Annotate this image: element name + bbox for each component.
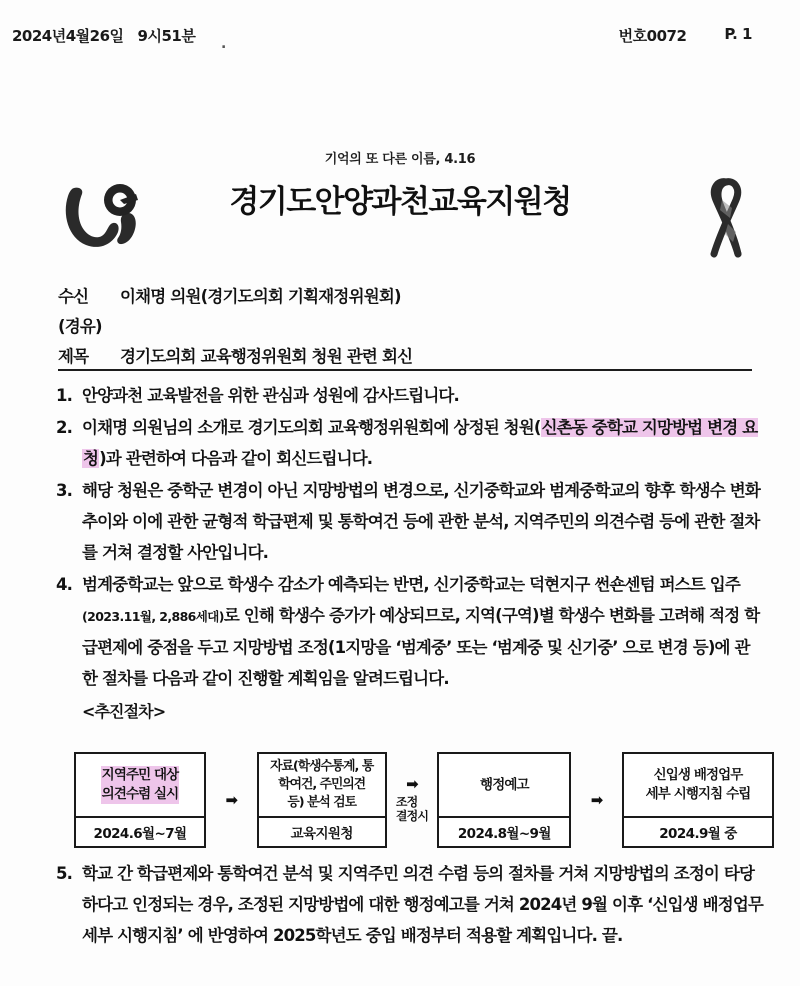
subject-value: 경기도의회 교육행정위원회 청원 관련 회신: [120, 347, 413, 366]
text-run: )과 관련하여 다음과 같이 회신드립니다.: [99, 449, 373, 468]
item-text: 학교 간 학급편제와 통학여건 분석 및 지역주민 의견 수렴 등의 절차를 거쳐 지망방법의 조정이 타당하다고 인정되는 경우, 조정된 지망방법에 대한 행정예고를 거쳐 2024년 9월 이후 ‘신입생 배정업무 세부 시행지침’ 에 반영하여 2025학년도 중입 배정부터 적용할 계획입니다. 끝.: [82, 864, 764, 945]
flowchart-step-footer: 2024.8월~9월: [439, 816, 569, 846]
fax-header-right: [619, 25, 752, 46]
item-number: 4.: [56, 575, 73, 594]
fax-header-left: [12, 25, 195, 46]
closing-paragraph: [56, 858, 768, 952]
text-run: 자료(학생수통계, 통 학여건, 주민의견 등) 분석 검토: [270, 759, 374, 810]
document-address-block: [58, 282, 758, 372]
arrow-right-icon: ➡: [590, 790, 603, 809]
subject-label: 제목: [58, 347, 89, 366]
flowchart-arrow-3: [571, 752, 622, 848]
inline-detail-text: (2023.11월, 2,886세대): [82, 609, 224, 624]
item-number: 2.: [56, 418, 73, 437]
item-text: [82, 475, 762, 568]
flowchart-step-3: [437, 752, 571, 848]
letterhead: [0, 148, 800, 258]
flowchart-step-title: [624, 754, 772, 816]
item-text: [82, 569, 762, 694]
text-run: 신입생 배정업무 세부 시행지침 수립: [645, 767, 751, 802]
item-text: [82, 412, 762, 474]
via-label: (경유): [58, 317, 102, 336]
flowchart-step-2: [257, 752, 387, 848]
highlighted-text: 신촌동 중학교 지망방법 변경 요청: [83, 418, 758, 468]
procedure-subheading: <추진절차>: [82, 702, 166, 721]
fax-header-dot: .: [221, 36, 226, 52]
text-run: 해당 청원은 중학군 변경이 아닌 지망방법의 변경으로, 신기중학교와 범계중학교의 향후 학생수 변화 추이와 이에 관한 균형적 학급편제 및 통학여건 등에 관한 분석, 지역주민의 의견수렴 등에 관한 절차를 거쳐 결정할 사안입니다.: [82, 481, 760, 562]
flowchart-step-4: [622, 752, 774, 848]
list-item: [56, 858, 768, 951]
list-item: [56, 412, 762, 474]
fax-transmission-header: [0, 22, 800, 52]
fax-page-number: P. 1: [724, 24, 752, 43]
flowchart-arrow-2: [387, 752, 438, 848]
item-number: 1.: [56, 386, 73, 405]
flowchart-step-title: [439, 754, 569, 816]
text-run: 범계중학교는 앞으로 학생수 감소가 예측되는 반면, 신기중학교는 덕현지구 썬숀센텀 퍼스트 입주: [82, 575, 740, 594]
fax-date: 2024년4월26일: [12, 26, 124, 45]
gyeonggi-education-office-logo-icon: [58, 180, 162, 252]
text-run: 로 인해 학생수 증가가 예상되므로, 지역(구역)별 학생수 변화를 고려해 적정 학급편제에 중점을 두고 지망방법 조정(1지망을 ‘범계중’ 또는 ‘범계중 및 신기중’ 으로 변경 등)에 관한 절차를 다음과 같이 진행할 계획임을 알려드립니다.: [82, 606, 760, 688]
item-number: 3.: [56, 481, 73, 500]
subject-row: [58, 342, 758, 372]
flowchart-step-footer: 2024.6월~7월: [76, 816, 204, 846]
arrow-right-icon: ➡: [406, 775, 418, 793]
flowchart-step-title: [76, 754, 204, 816]
item-number: 5.: [56, 864, 73, 883]
memorial-tagline: 기억의 또 다른 이름, 4.16: [324, 152, 476, 167]
list-item: [56, 380, 762, 411]
recipient-row: [58, 282, 758, 312]
via-row: [58, 312, 758, 342]
header-divider: [58, 369, 752, 371]
memorial-ribbon-icon: [686, 174, 762, 258]
flowchart-arrow-label: 조정 결정시: [395, 795, 429, 823]
recipient-label: 수신: [58, 287, 89, 306]
text-run: 이채명 의원님의 소개로 경기도의회 교육행정위원회에 상정된 청원(: [82, 418, 541, 437]
procedure-flowchart: [74, 752, 774, 848]
list-item: [56, 569, 762, 694]
flowchart-step-1: [74, 752, 206, 848]
arrow-right-icon: ➡: [225, 790, 238, 809]
highlighted-text: 지역주민 대상 의견수렴 실시: [101, 767, 179, 802]
document-body: [56, 380, 762, 727]
text-run: 안양과천 교육발전을 위한 관심과 성원에 감사드립니다.: [82, 386, 459, 405]
text-run: 행정예고: [480, 776, 529, 793]
fax-number: 번호0072: [618, 26, 687, 45]
item-text: [82, 380, 762, 411]
flowchart-step-title: [259, 754, 385, 816]
recipient-value: 이채명 의원(경기도의회 기획재정위원회): [120, 287, 401, 306]
list-item: [56, 475, 762, 568]
fax-time: 9시51분: [137, 26, 196, 45]
flowchart-step-footer: 교육지원청: [259, 816, 385, 846]
flowchart-step-footer: 2024.9월 중: [624, 816, 772, 846]
flowchart-arrow-1: [206, 752, 257, 848]
organization-title: 경기도안양과천교육지원청: [229, 184, 571, 220]
